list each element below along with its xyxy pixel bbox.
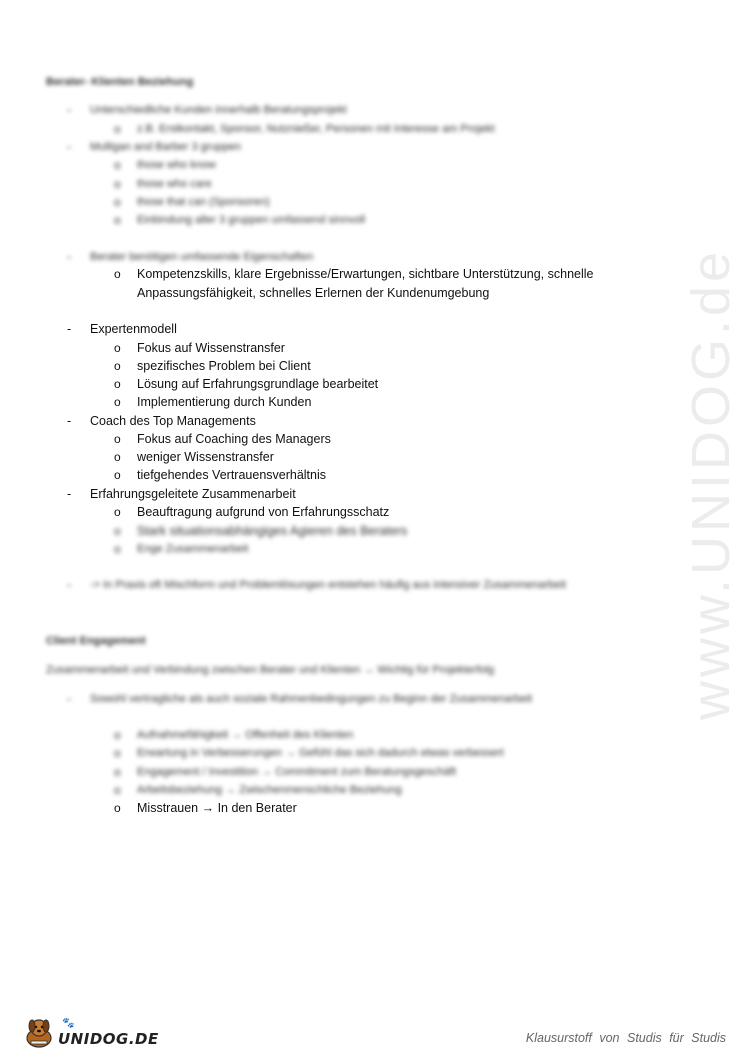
list-item: Berater benötigen umfassende Eigenschaften	[90, 251, 314, 263]
dog-logo-icon	[22, 1016, 56, 1050]
model-label: Expertenmodell	[90, 322, 177, 336]
dash-marker: -	[67, 140, 72, 154]
list-item: Mulligan and Barber 3 gruppen	[90, 141, 242, 153]
model-label: Coach des Top Managements	[90, 414, 256, 428]
list-subitem: Fokus auf Coaching des Managers	[137, 432, 331, 446]
list-subitem: tiefgehendes Vertrauensverhältnis	[137, 468, 327, 482]
circle-marker: o	[114, 395, 121, 409]
circle-marker: o	[114, 542, 121, 556]
section-heading: Berater- Klienten Beziehung	[46, 76, 194, 88]
list-subitem: Beauftragung aufgrund von Erfahrungsschatz	[137, 505, 390, 519]
list-subitem: Lösung auf Erfahrungsgrundlage bearbeitet	[137, 377, 379, 391]
circle-marker: o	[114, 359, 121, 373]
list-subitem: Erwartung in Verbesserungen → Gefühl das sich dadurch etwas verbessert	[137, 747, 504, 759]
list-subitem: those who care	[137, 178, 212, 190]
circle-marker: o	[114, 450, 121, 464]
circle-marker: o	[114, 728, 121, 742]
list-subitem: Enge Zusammenarbeit	[137, 543, 249, 555]
list-subitem: those that can (Sponsoren)	[137, 196, 270, 208]
watermark: www.UNIDOG.de	[681, 247, 741, 720]
circle-marker: o	[114, 746, 121, 760]
dash-marker: -	[67, 578, 72, 592]
circle-marker: o	[114, 377, 121, 391]
list-subitem: spezifisches Problem bei Client	[137, 359, 311, 373]
list-subitem: weniger Wissenstransfer	[137, 450, 274, 464]
list-subitem: Fokus auf Wissenstransfer	[137, 341, 285, 355]
circle-marker: o	[114, 505, 121, 519]
paw-icon: 🐾	[62, 1018, 75, 1029]
list-subitem: Implementierung durch Kunden	[137, 395, 312, 409]
footer-tagline: Klausurstoff von Studis für Studis	[525, 1031, 726, 1045]
circle-marker: o	[114, 783, 121, 797]
list-subitem: those who know	[137, 159, 216, 171]
list-subitem: Stark situationsabhängiges Agieren des Beraters	[137, 524, 408, 538]
section-heading: Client Engagement	[46, 635, 146, 647]
list-subitem: Aufnahmefähigkeit → Offenheit des Klienten	[137, 729, 354, 741]
circle-marker: o	[114, 341, 121, 355]
dash-marker: -	[67, 487, 72, 501]
circle-marker: o	[114, 432, 121, 446]
dash-marker: -	[67, 103, 72, 117]
list-subitem-continuation: Anpassungsfähigkeit, schnelles Erlernen der Kundenumgebung	[137, 286, 490, 300]
model-label: Erfahrungsgeleitete Zusammenarbeit	[90, 487, 296, 501]
dash-marker: -	[67, 250, 72, 264]
list-subitem: z.B. Erstkontakt, Sponsor, Nutznießer, Personen mit Interesse am Projekt	[137, 123, 495, 135]
section-intro: Zusammenarbeit und Verbindung zwischen Berater und Klienten → Wichtig für Projekterfolg	[46, 664, 495, 676]
dash-marker: -	[67, 322, 72, 336]
circle-marker: o	[114, 801, 121, 815]
summary-note: -> In Praxis oft Mischform und Problemlösungen entstehen häufig aus intensiver Zusammenarbeit	[90, 579, 566, 591]
circle-marker: o	[114, 524, 121, 538]
list-subitem: Einbindung aller 3 gruppen umfassend sinnvoll	[137, 214, 366, 226]
list-item: Unterschiedliche Kunden innerhalb Beratungsprojekt	[90, 104, 347, 116]
brand-logo-text: UNIDOG.DE	[58, 1030, 159, 1048]
circle-marker: o	[114, 765, 121, 779]
list-subitem: Arbeitsbeziehung → Zwischenmenschliche Beziehung	[137, 784, 402, 796]
list-subitem: Misstrauen → In den Berater	[137, 801, 297, 815]
list-item: Sowohl vertragliche als auch soziale Rahmenbedingungen zu Beginn der Zusammenarbeit	[90, 693, 533, 705]
circle-marker: o	[114, 468, 121, 482]
circle-marker: o	[114, 195, 121, 209]
dash-marker: -	[67, 414, 72, 428]
circle-marker: o	[114, 122, 121, 136]
circle-marker: o	[114, 267, 121, 281]
list-subitem: Engagement / Investition → Commitment zum Beratungsgeschäft	[137, 766, 457, 778]
circle-marker: o	[114, 177, 121, 191]
circle-marker: o	[114, 158, 121, 172]
list-subitem: Kompetenzskills, klare Ergebnisse/Erwartungen, sichtbare Unterstützung, schnelle	[137, 267, 594, 281]
dash-marker: -	[67, 692, 72, 706]
circle-marker: o	[114, 213, 121, 227]
